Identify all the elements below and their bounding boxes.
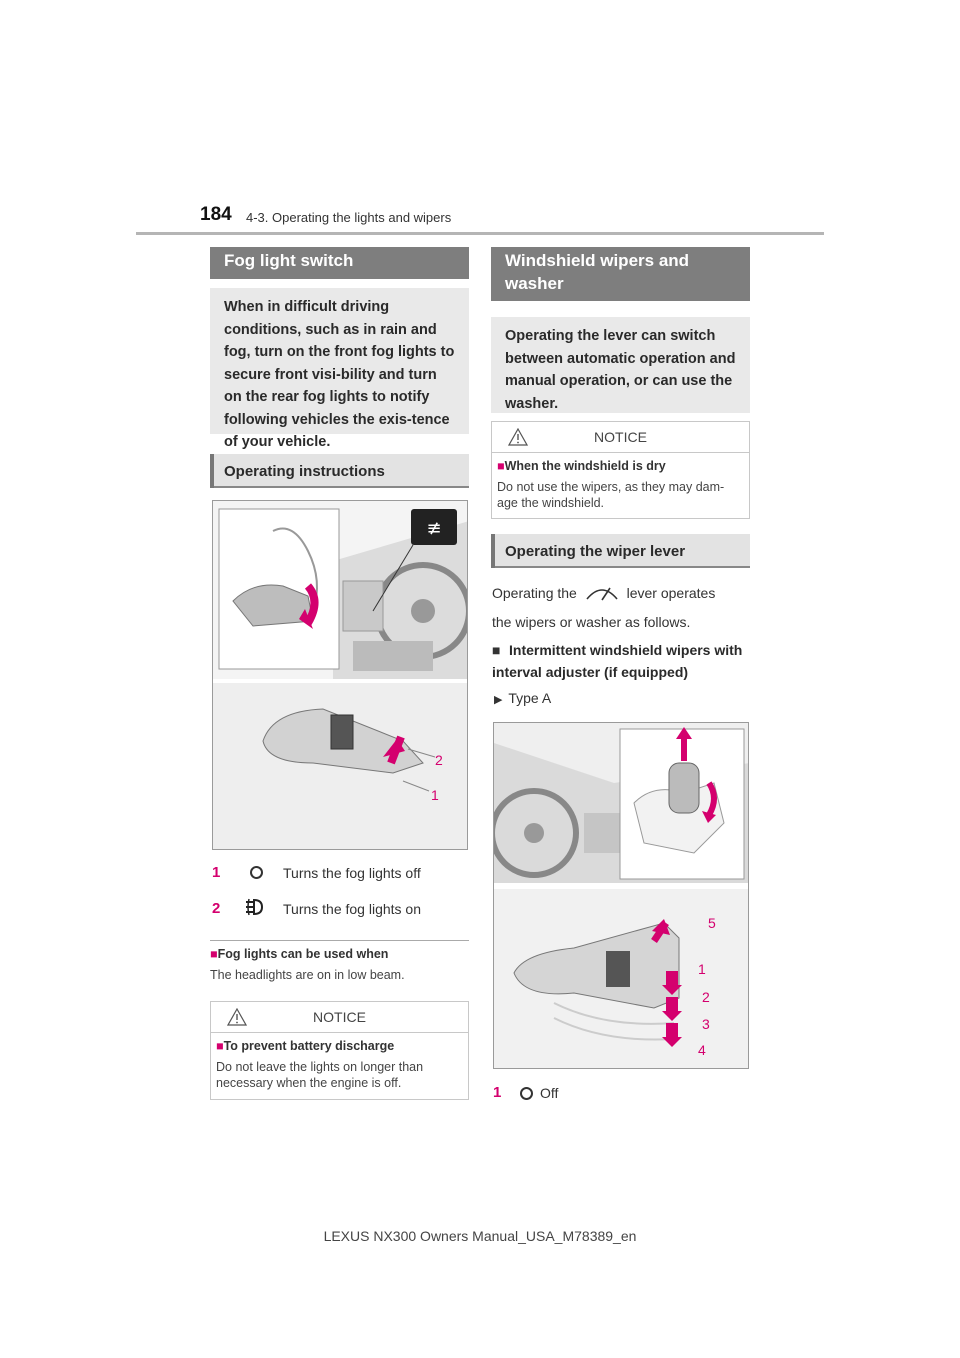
fog-note-title-text: Fog lights can be used when [217, 947, 389, 961]
lever-text-before: Operating the [492, 585, 577, 602]
operating-instructions-text: Operating instructions [224, 462, 385, 480]
fog-note-title: ■Fog lights can be used when [210, 947, 389, 961]
wiper-heading-text: Windshield wipers and washer [505, 251, 690, 293]
intermittent-heading-text: Intermittent windshield wipers with interval adjuster (if equipped) [492, 642, 743, 680]
wiper-lever-illustration [494, 723, 749, 1069]
fog-note-rule [210, 940, 469, 941]
wiper-intro-box [491, 317, 750, 413]
circle-off-icon [250, 866, 263, 879]
windshield-notice [491, 421, 750, 519]
intermittent-heading: ■ Intermittent windshield wipers with interval adjuster (if equipped) [492, 642, 743, 680]
wiper-callout-3: 3 [702, 1016, 710, 1032]
fog-note-text: The headlights are on in low beam. [210, 968, 405, 982]
page-number: 184 [200, 204, 232, 225]
battery-notice-header [211, 1002, 468, 1033]
fog-switch-figure [212, 500, 468, 850]
fog-intro-text: When in difficult driving conditions, such as in rain and fog, turn on the front fog lights to secure front visi-bility and turn on the rear fog lights to notify following vehicles the exis-tence of your vehicle. [224, 299, 455, 450]
circle-off-icon [520, 1087, 533, 1100]
fog-light-icon [244, 897, 268, 922]
battery-notice-subtitle-text: To prevent battery discharge [223, 1039, 395, 1053]
fog-light-heading-text: Fog light switch [224, 251, 354, 270]
wiper-item-1-text: Off [540, 1085, 559, 1101]
footer-manual-id: LEXUS NX300 Owners Manual_USA_M78389_en [323, 1228, 637, 1244]
wiper-lever-heading [491, 534, 750, 568]
fog-switch-illustration [213, 501, 468, 850]
wiper-callout-1: 1 [698, 961, 706, 977]
wiper-lever-figure [493, 722, 749, 1069]
windshield-notice-header [492, 422, 749, 453]
wiper-intro-text: Operating the lever can switch between automatic operation and manual operation, or can use the washer. [505, 328, 736, 412]
type-a-text: Type A [508, 690, 552, 706]
wiper-heading [491, 247, 750, 301]
fog-item-2-text: Turns the fog lights on [283, 901, 422, 917]
windshield-notice-subtitle-text: When the windshield is dry [504, 459, 666, 473]
fog-item-1-text: Turns the fog lights off [283, 865, 421, 881]
battery-notice [210, 1001, 469, 1100]
operating-instructions-heading [210, 454, 469, 488]
fog-item-1-number: 1 [212, 864, 221, 881]
warning-triangle-icon [508, 428, 528, 446]
svg-text:≢: ≢ [426, 518, 442, 539]
fog-item-2-number: 2 [212, 900, 221, 917]
wiper-callout-5: 5 [708, 915, 716, 931]
fog-figure-callout-1: 1 [431, 787, 439, 803]
lever-line-1 [492, 585, 752, 604]
battery-notice-body: Do not leave the lights on longer than necessary when the engine is off. [216, 1060, 424, 1090]
windshield-notice-subtitle: ■When the windshield is dry [497, 459, 666, 473]
battery-notice-title: NOTICE [313, 1009, 366, 1025]
wiper-callout-2: 2 [702, 989, 710, 1005]
wiper-item-1-number: 1 [493, 1084, 502, 1101]
wiper-callout-4: 4 [698, 1042, 706, 1058]
warning-triangle-icon [227, 1008, 247, 1026]
fog-light-heading [210, 247, 469, 279]
windshield-notice-body: Do not use the wipers, as they may dam-age the windshield. [497, 480, 725, 510]
section-title: 4-3. Operating the lights and wipers [246, 210, 452, 225]
lever-text-after: lever operates [626, 585, 716, 602]
battery-notice-subtitle: ■To prevent battery discharge [216, 1039, 395, 1053]
windshield-notice-title: NOTICE [594, 429, 647, 445]
fog-intro-box [210, 288, 469, 450]
wiper-lever-heading-text: Operating the wiper lever [505, 542, 686, 560]
fog-figure-callout-2: 2 [435, 752, 443, 768]
type-a-label [494, 690, 551, 706]
triangle-bullet-icon: ▶ [494, 694, 503, 706]
wiper-icon [581, 585, 623, 604]
lever-line-2: the wipers or washer as follows. [492, 614, 691, 630]
header-rule [136, 232, 824, 235]
